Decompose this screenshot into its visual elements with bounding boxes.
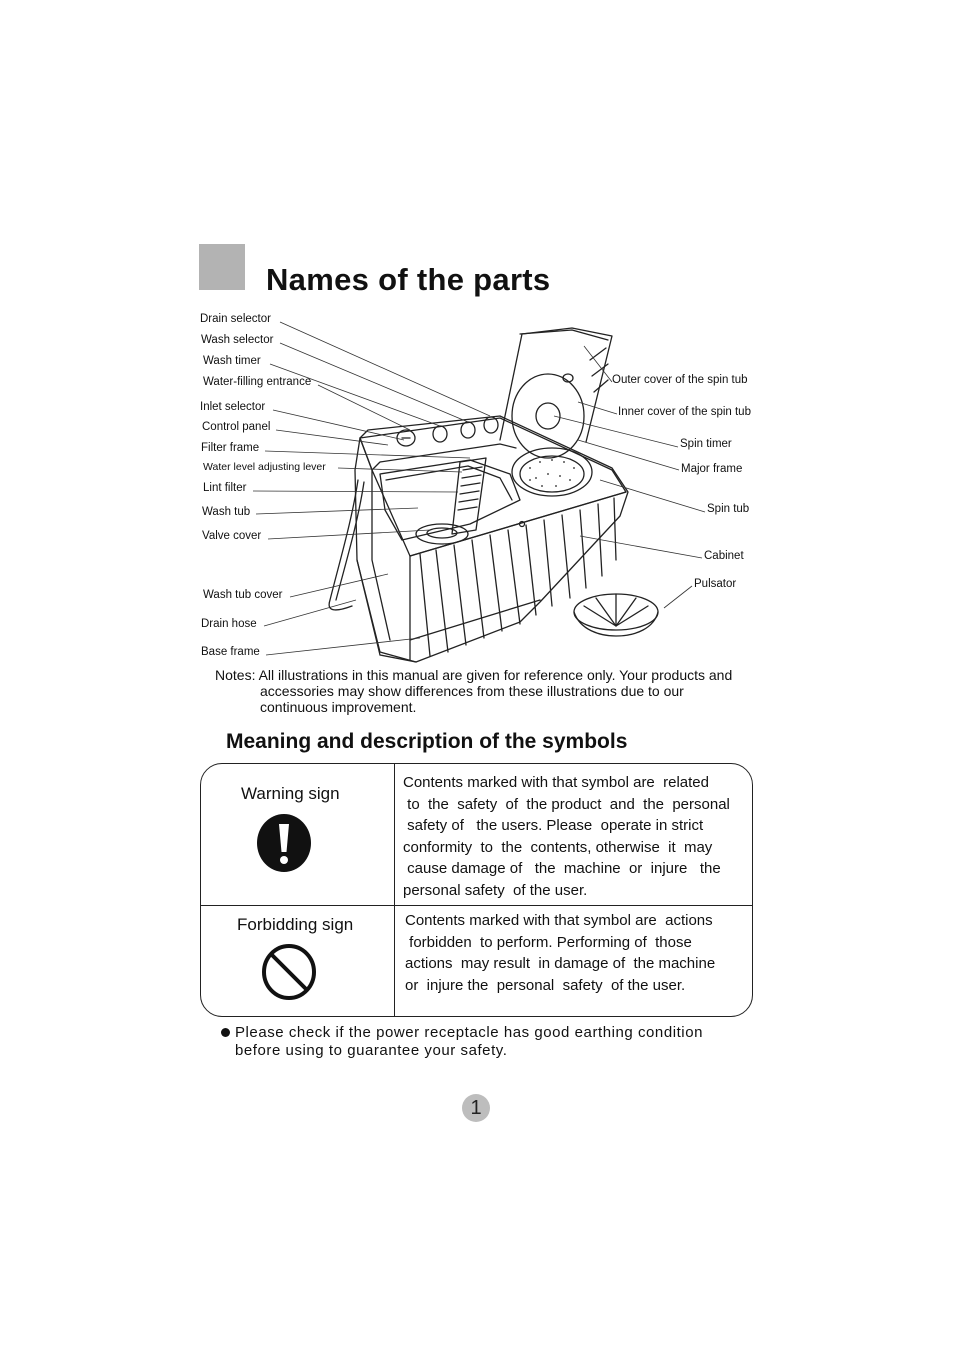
label-filter-frame: Filter frame xyxy=(201,442,260,454)
label-drain-hose: Drain hose xyxy=(201,618,257,630)
label-inner-cover: Inner cover of the spin tub xyxy=(618,406,751,418)
forbidding-description: Contents marked with that symbol are actions forbidden to perform. Performing of those actions may result in damage of the machine or injure the personal safety of the user. xyxy=(405,912,716,994)
label-water-level-lever: Water level adjusting lever xyxy=(203,461,326,473)
forbidding-sign-name: Forbidding sign xyxy=(237,915,354,934)
label-spin-timer: Spin timer xyxy=(680,438,732,450)
bullet-note-line: Please check if the power receptacle has good earthing condition xyxy=(235,1024,703,1041)
label-base-frame: Base frame xyxy=(201,646,260,658)
label-cabinet: Cabinet xyxy=(704,550,744,562)
notes-line: continuous improvement. xyxy=(260,699,417,715)
page-number: 1 xyxy=(462,1094,490,1122)
label-control-panel: Control panel xyxy=(202,421,271,433)
bullet-note xyxy=(221,1024,703,1060)
label-wash-tub: Wash tub xyxy=(202,506,251,518)
table-column-divider xyxy=(394,764,395,1016)
warning-description: Contents marked with that symbol are related to the safety of the product and the personal safety of the users. Please operate in strict conformity to the contents, otherwise it may cause damage of the machine or injure the personal safety of the user. xyxy=(403,774,730,899)
label-outer-cover: Outer cover of the spin tub xyxy=(612,374,748,386)
label-wash-tub-cover: Wash tub cover xyxy=(203,589,283,601)
bullet-note-line: before using to guarantee your safety. xyxy=(235,1042,508,1059)
label-valve-cover: Valve cover xyxy=(202,530,262,542)
table-row-divider xyxy=(200,905,753,906)
notes xyxy=(215,667,775,715)
page-title: Names of the parts xyxy=(266,262,551,297)
label-wash-selector: Wash selector xyxy=(201,334,274,346)
label-wash-timer: Wash timer xyxy=(203,355,261,367)
label-major-frame: Major frame xyxy=(681,463,743,475)
label-pulsator: Pulsator xyxy=(694,578,737,590)
warning-sign-name: Warning sign xyxy=(241,784,340,803)
notes-line: accessories may show differences from these illustrations due to our xyxy=(260,683,684,699)
label-spin-tub: Spin tub xyxy=(707,503,750,515)
label-inlet-selector: Inlet selector xyxy=(200,401,266,413)
warning-icon xyxy=(257,814,311,872)
label-drain-selector: Drain selector xyxy=(200,313,271,325)
label-lint-filter: Lint filter xyxy=(203,482,247,494)
symbols-heading: Meaning and description of the symbols xyxy=(226,730,628,753)
label-water-filling-entrance: Water-filling entrance xyxy=(203,376,312,388)
forbidding-icon xyxy=(261,943,317,1001)
notes-line: Notes: All illustrations in this manual are given for reference only. Your products and xyxy=(215,667,733,683)
